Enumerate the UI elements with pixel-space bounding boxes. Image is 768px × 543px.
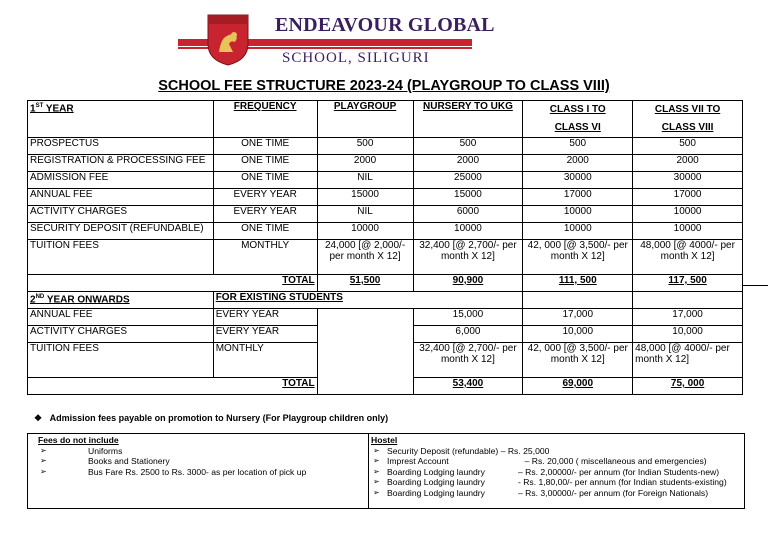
list-item xyxy=(371,467,741,478)
hostel-item-label: Boarding Lodging laundry xyxy=(387,466,485,477)
fee-nursery: 10000 xyxy=(413,223,523,240)
hostel-title: Hostel xyxy=(371,435,398,445)
fee-playgroup: 500 xyxy=(317,138,413,155)
list-item xyxy=(371,488,741,499)
header-existing-students: FOR EXISTING STUDENTS xyxy=(213,292,413,309)
hostel-item-value: – Rs. 25,000 xyxy=(500,445,550,456)
fee-class7-8: 17000 xyxy=(633,189,743,206)
fee-item: PROSPECTUS xyxy=(28,138,214,155)
header-class1-6-line1: CLASS I TO xyxy=(549,104,606,115)
fee-frequency: ONE TIME xyxy=(213,223,317,240)
hostel-item-value: – Rs. 2,00000/- per annum (for Indian Students-new) xyxy=(517,466,720,477)
hostel-item-label: Imprest Account xyxy=(387,456,449,466)
fee-item: ANNUAL FEE xyxy=(28,309,214,326)
header-class7-8-line1: CLASS VII TO xyxy=(654,104,721,115)
fee-frequency: EVERY YEAR xyxy=(213,189,317,206)
exclusions-list xyxy=(38,446,363,478)
total-class7-8: 75, 000 xyxy=(633,378,743,395)
list-item-text: Books and Stationery xyxy=(88,456,170,466)
fee-frequency: ONE TIME xyxy=(213,138,317,155)
fee-item: TUITION FEES xyxy=(28,240,214,275)
list-item xyxy=(371,477,741,488)
fee-class1-6: 10000 xyxy=(523,206,633,223)
fee-playgroup: NIL xyxy=(317,172,413,189)
fee-class1-6: 10000 xyxy=(523,223,633,240)
header-class1-6 xyxy=(523,101,633,138)
fee-frequency: EVERY YEAR xyxy=(213,309,317,326)
list-item xyxy=(371,446,741,457)
fee-nursery: 2000 xyxy=(413,155,523,172)
tuition-playgroup: 24,000 [@ 2,000/- per month X 12] xyxy=(317,240,413,275)
hostel-list xyxy=(371,446,741,499)
admission-note xyxy=(34,413,388,424)
total-row xyxy=(28,275,743,292)
admission-note-text: Admission fees payable on promotion to Nursery (For Playgroup children only) xyxy=(49,413,389,423)
fee-nursery: 6,000 xyxy=(413,326,523,343)
fee-frequency: ONE TIME xyxy=(213,155,317,172)
total-nursery: 90,900 xyxy=(413,275,523,292)
tuition-class1-6: 42, 000 [@ 3,500/- per month X 12] xyxy=(523,240,633,275)
hostel-section xyxy=(371,435,741,498)
header-frequency: FREQUENCY xyxy=(213,101,317,138)
fee-class7-8: 2000 xyxy=(633,155,743,172)
fee-item: ANNUAL FEE xyxy=(28,189,214,206)
hostel-item-label: Boarding Lodging laundry xyxy=(387,487,485,498)
fee-item: ADMISSION FEE xyxy=(28,172,214,189)
tuition-class1-6: 42, 000 [@ 3,500/- per month X 12] xyxy=(523,343,633,378)
fee-class7-8: 10000 xyxy=(633,206,743,223)
fee-class1-6: 30000 xyxy=(523,172,633,189)
hostel-item-label: Security Deposit (refundable) xyxy=(387,445,499,456)
fee-nursery: 500 xyxy=(413,138,523,155)
tuition-row xyxy=(28,240,743,275)
list-item xyxy=(38,467,363,478)
table-row xyxy=(28,189,743,206)
fee-item: SECURITY DEPOSIT (REFUNDABLE) xyxy=(28,223,214,240)
tuition-nursery: 32,400 [@ 2,700/- per month X 12] xyxy=(413,343,523,378)
school-city: SCHOOL, SILIGURI xyxy=(282,50,430,66)
table-row xyxy=(28,172,743,189)
fee-item: ACTIVITY CHARGES xyxy=(28,206,214,223)
header-second-year: 2ND YEAR ONWARDS xyxy=(28,292,214,309)
header-class7-8-line2: CLASS VIII xyxy=(661,122,714,133)
list-item xyxy=(38,446,363,457)
fee-nursery: 15,000 xyxy=(413,309,523,326)
total-label: TOTAL xyxy=(28,275,318,292)
table-row xyxy=(28,223,743,240)
total-label: TOTAL xyxy=(28,378,318,395)
fee-class7-8: 10,000 xyxy=(633,326,743,343)
tuition-class7-8: 48,000 [@ 4000/- per month X 12] xyxy=(633,343,743,378)
school-name: ENDEAVOUR GLOBAL xyxy=(275,14,495,36)
table2-header-row xyxy=(28,292,743,309)
fee-item: TUITION FEES xyxy=(28,343,214,378)
table-row xyxy=(28,206,743,223)
total-nursery: 53,400 xyxy=(413,378,523,395)
tuition-class7-8: 48,000 [@ 4000/- per month X 12] xyxy=(633,240,743,275)
fee-playgroup: 10000 xyxy=(317,223,413,240)
fee-frequency: MONTHLY xyxy=(213,240,317,275)
hostel-item-value: – Rs. 3,00000/- per annum (for Foreign Nationals) xyxy=(517,487,709,498)
total-class1-6: 111, 500 xyxy=(523,275,633,292)
fee-class7-8: 30000 xyxy=(633,172,743,189)
fee-class1-6: 500 xyxy=(523,138,633,155)
exclusions-title: Fees do not include xyxy=(38,435,119,445)
box-divider xyxy=(368,434,369,508)
list-item xyxy=(38,456,363,467)
fee-item: ACTIVITY CHARGES xyxy=(28,326,214,343)
fee-playgroup: NIL xyxy=(317,206,413,223)
fee-frequency: EVERY YEAR xyxy=(213,206,317,223)
fee-playgroup: 15000 xyxy=(317,189,413,206)
exclusions-section xyxy=(38,435,363,477)
total-playgroup: 51,500 xyxy=(317,275,413,292)
fee-class1-6: 17000 xyxy=(523,189,633,206)
fee-nursery: 6000 xyxy=(413,206,523,223)
fee-playgroup: 2000 xyxy=(317,155,413,172)
header-playgroup: PLAYGROUP xyxy=(317,101,413,138)
header-class7-8 xyxy=(633,101,743,138)
list-item-text: Uniforms xyxy=(88,445,123,456)
fee-structure-table xyxy=(27,100,743,395)
total-class1-6: 69,000 xyxy=(523,378,633,395)
header-class1-6-line2: CLASS VI xyxy=(554,122,601,133)
hostel-item-value: – Rs. 20,000 ( miscellaneous and emergencies) xyxy=(524,456,707,466)
fee-class7-8: 17,000 xyxy=(633,309,743,326)
fee-frequency: EVERY YEAR xyxy=(213,326,317,343)
fee-frequency: MONTHLY xyxy=(213,343,317,378)
hostel-item-label: Boarding Lodging laundry xyxy=(387,477,485,487)
fee-nursery: 15000 xyxy=(413,189,523,206)
table1-header-row xyxy=(28,101,743,138)
total-class7-8: 117, 500 xyxy=(633,275,743,292)
fee-class7-8: 10000 xyxy=(633,223,743,240)
fee-item: REGISTRATION & PROCESSING FEE xyxy=(28,155,214,172)
fee-class1-6: 17,000 xyxy=(523,309,633,326)
additional-info-box xyxy=(27,433,745,509)
header-first-year: 1ST YEAR xyxy=(28,101,214,138)
diamond-bullet-icon: ❖ xyxy=(34,413,43,423)
divider-line xyxy=(743,285,768,286)
list-item xyxy=(371,456,741,467)
table-row xyxy=(28,155,743,172)
empty-playgroup-cell xyxy=(317,309,413,395)
hostel-item-value: - Rs. 1,80,00/- per annum (for Indian students-existing) xyxy=(517,477,727,487)
header-nursery: NURSERY TO UKG xyxy=(413,101,523,138)
school-crest-icon xyxy=(207,14,249,66)
list-item-text: Bus Fare Rs. 2500 to Rs. 3000- as per location of pick up xyxy=(88,466,307,477)
page-title: SCHOOL FEE STRUCTURE 2023-24 (PLAYGROUP TO CLASS VIII) xyxy=(158,78,610,94)
table-row xyxy=(28,138,743,155)
fee-class1-6: 2000 xyxy=(523,155,633,172)
tuition-nursery: 32,400 [@ 2,700/- per month X 12] xyxy=(413,240,523,275)
fee-class7-8: 500 xyxy=(633,138,743,155)
fee-frequency: ONE TIME xyxy=(213,172,317,189)
fee-class1-6: 10,000 xyxy=(523,326,633,343)
table-row xyxy=(28,309,743,326)
fee-nursery: 25000 xyxy=(413,172,523,189)
